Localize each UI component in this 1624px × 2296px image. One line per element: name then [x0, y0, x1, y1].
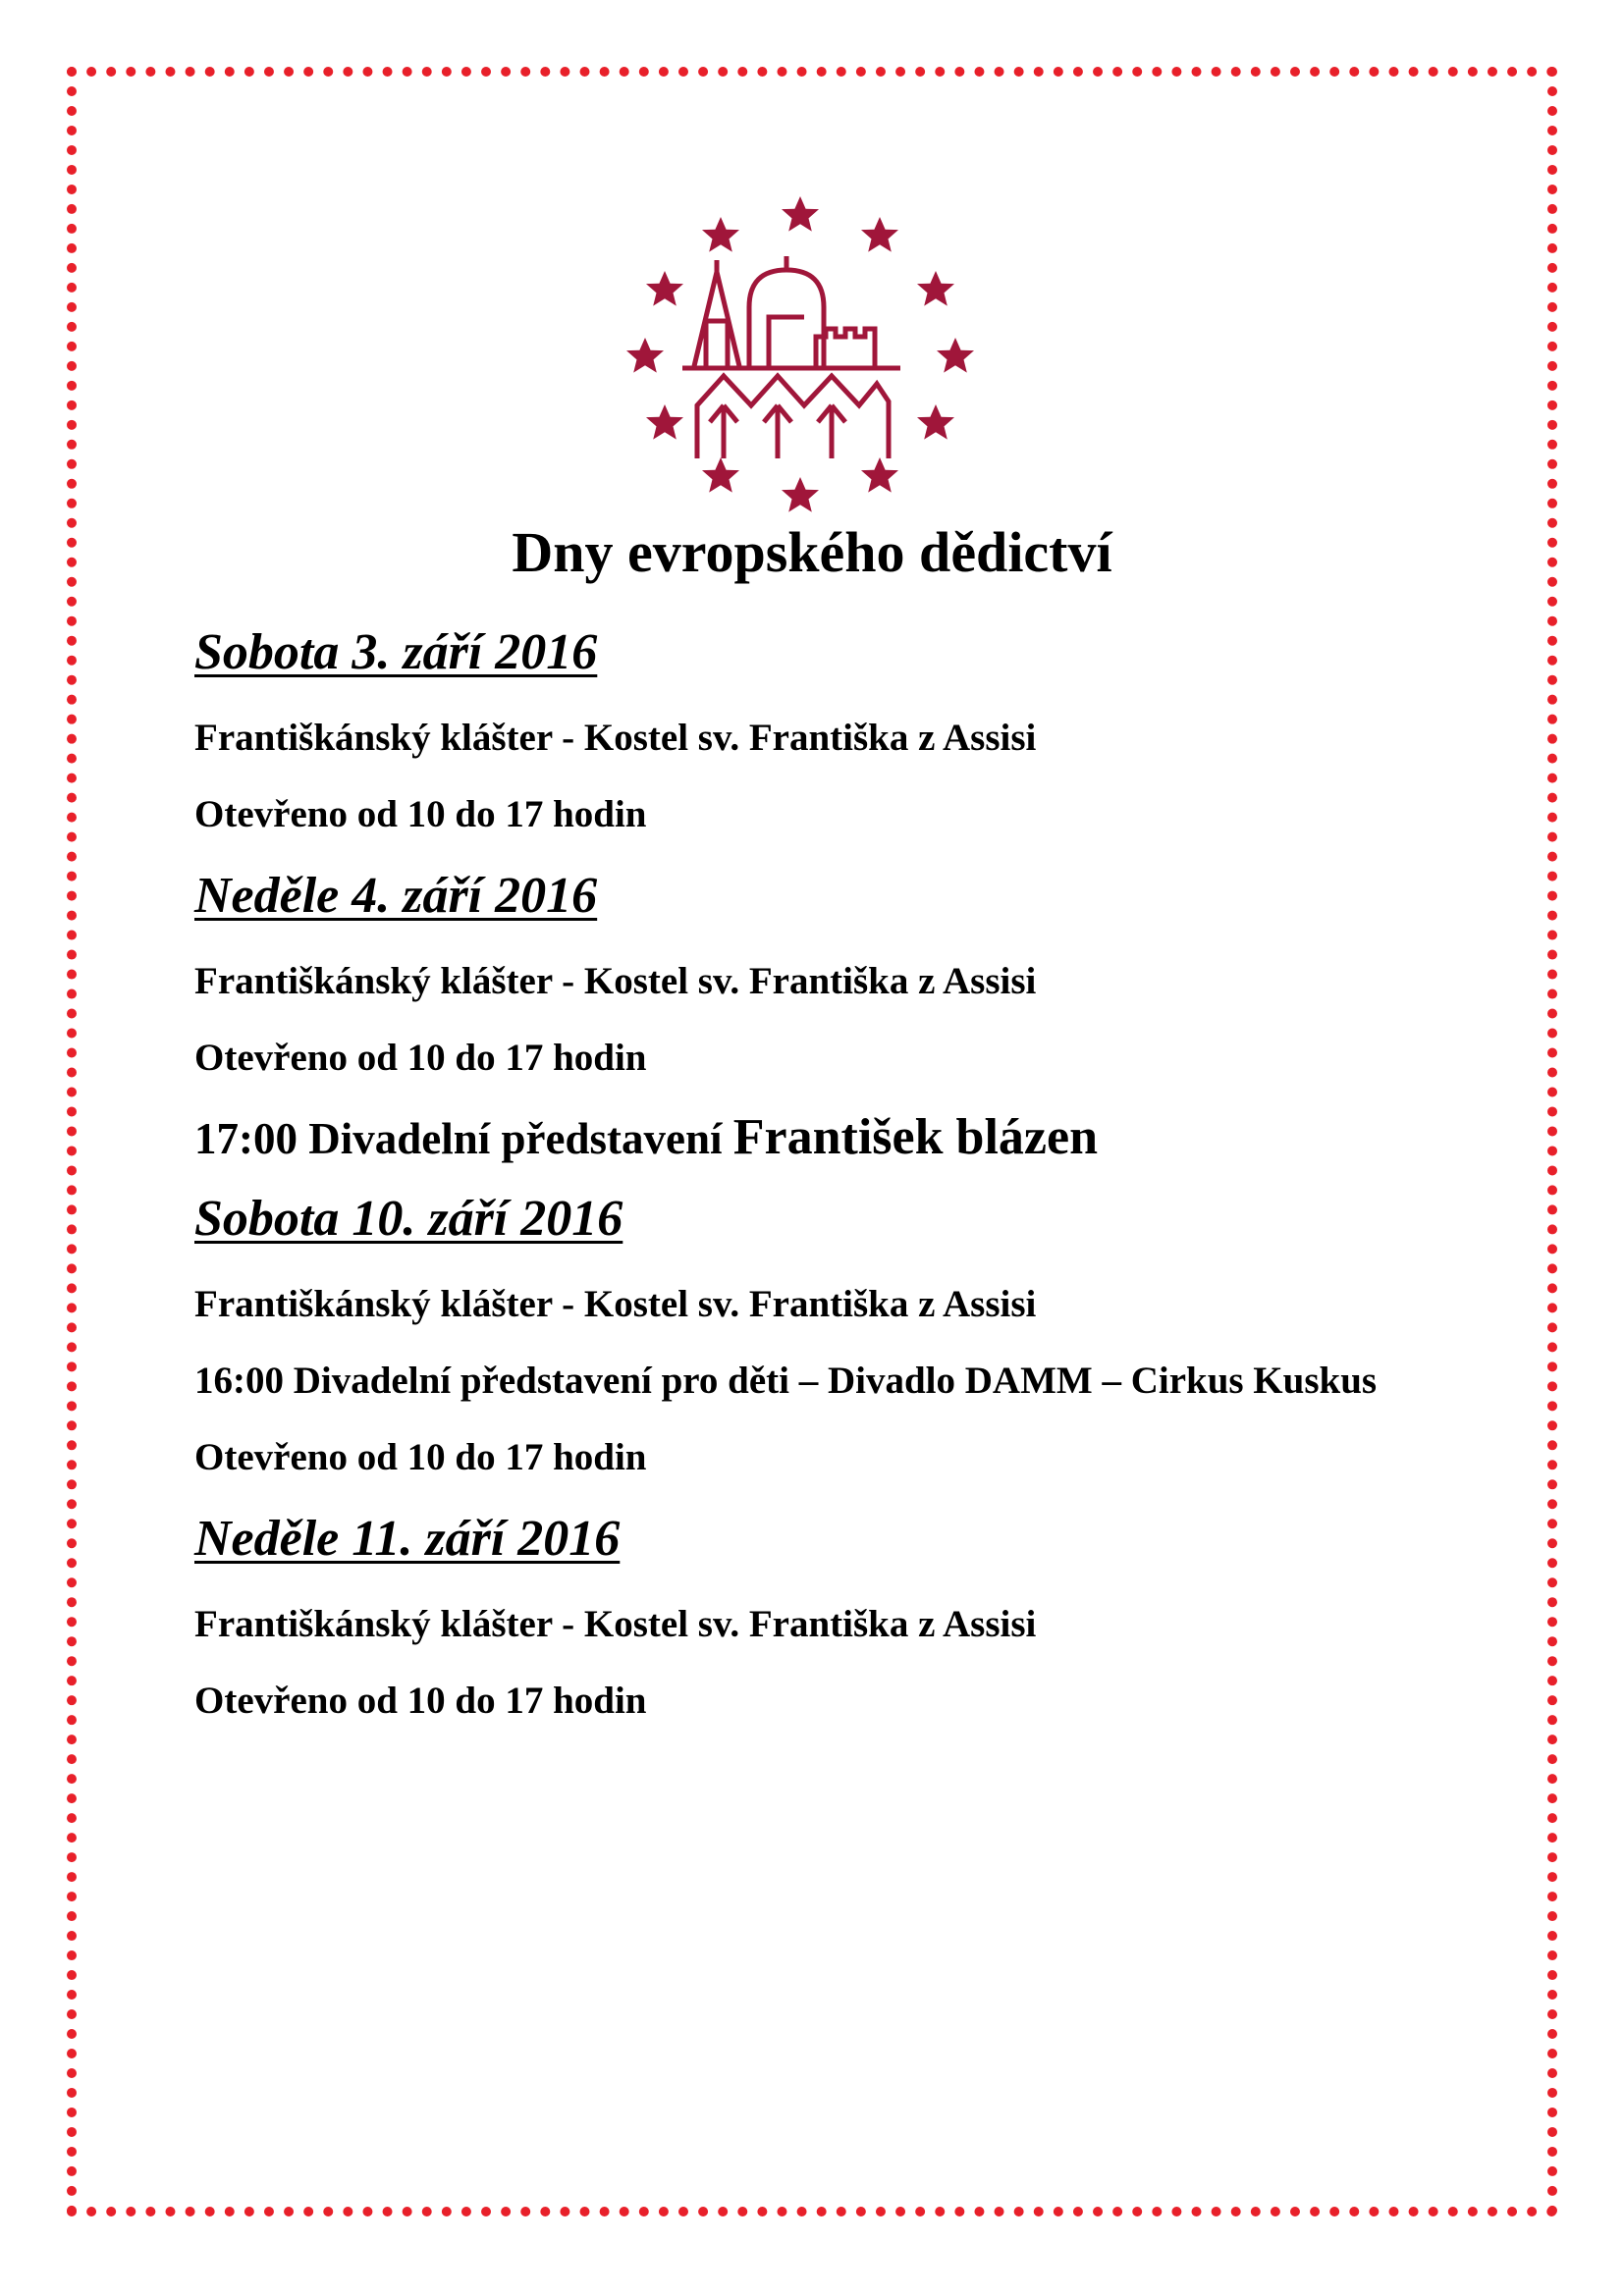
opening-hours-text: Otevřeno od 10 do 17 hodin [194, 1680, 647, 1722]
event-text [194, 1107, 1432, 1169]
day-heading: Sobota 3. září 2016 [194, 624, 598, 680]
day-section [194, 620, 1432, 842]
venue-text: Františkánský klášter - Kostel sv. Františka z Assisi [194, 960, 1037, 1002]
event-text: 16:00 Divadelní představení pro děti – Divadlo DAMM – Cirkus Kuskus [194, 1360, 1378, 1402]
venue-text: Františkánský klášter - Kostel sv. Františka z Assisi [194, 1283, 1037, 1325]
day-heading: Neděle 4. září 2016 [194, 868, 598, 924]
european-heritage-days-logo [623, 191, 977, 520]
day-section [194, 864, 1432, 1169]
day-section [194, 1187, 1432, 1485]
page-title: Dny evropského dědictví [512, 520, 1112, 584]
day-section [194, 1507, 1432, 1729]
day-heading: Sobota 10. září 2016 [194, 1191, 623, 1247]
star-ring [626, 196, 974, 512]
event-name: František blázen [732, 1109, 1098, 1165]
day-heading: Neděle 11. září 2016 [194, 1511, 621, 1567]
venue-text: Františkánský klášter - Kostel sv. Františka z Assisi [194, 1603, 1037, 1645]
venue-text: Františkánský klášter - Kostel sv. Františka z Assisi [194, 717, 1037, 759]
opening-hours-text: Otevřeno od 10 do 17 hodin [194, 1037, 647, 1079]
opening-hours-text: Otevřeno od 10 do 17 hodin [194, 1436, 647, 1478]
buildings-outline [682, 256, 900, 458]
opening-hours-text: Otevřeno od 10 do 17 hodin [194, 793, 647, 835]
schedule [194, 620, 1432, 1750]
event-time-label: 17:00 Divadelní představení [194, 1114, 733, 1163]
